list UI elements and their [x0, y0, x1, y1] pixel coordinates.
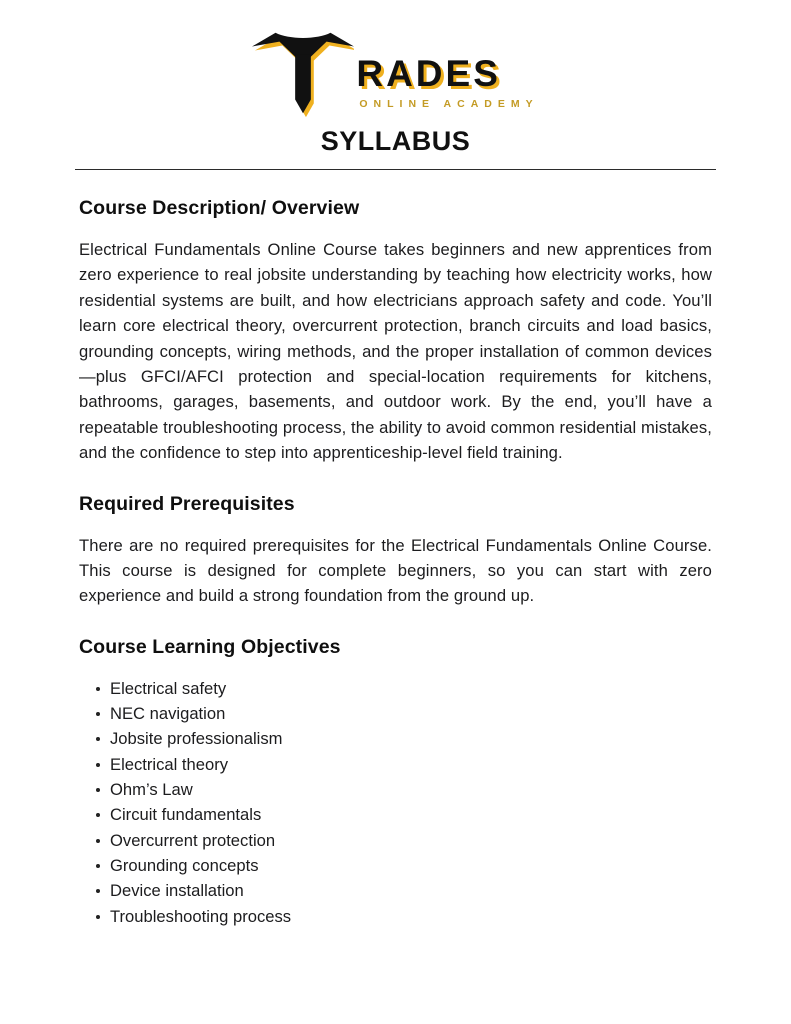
bullet-icon [96, 813, 100, 817]
section-required-prerequisites [79, 493, 712, 609]
objective-label: Electrical theory [110, 754, 229, 774]
objective-list-item [79, 676, 712, 701]
objective-list-item [79, 726, 712, 751]
section-heading-learning-objectives: Course Learning Objectives [79, 635, 341, 658]
logo-lockup [252, 28, 538, 120]
objective-label: Ohm’s Law [110, 780, 193, 800]
objective-label: Circuit fundamentals [110, 805, 262, 825]
objectives-list [79, 676, 712, 929]
bullet-icon [96, 889, 100, 893]
title-divider [75, 169, 716, 170]
bullet-icon [96, 864, 100, 868]
objective-list-item [79, 904, 712, 929]
objective-label: Grounding concepts [110, 855, 259, 875]
objective-list-item [79, 802, 712, 827]
logo-tagline: ONLINE ACADEMY [359, 98, 539, 110]
objective-label: Jobsite professionalism [110, 729, 283, 749]
section-heading-course-description: Course Description/ Overview [79, 197, 360, 219]
objective-list-item [79, 777, 712, 802]
required-prerequisites-text: There are no required prerequisites for the Electrical Fundamentals Online Course. This course is designed for complete beginners, so you can start with zero experience and build a strong foundation from the ground up. [79, 535, 712, 606]
page-title: SYLLABUS [320, 126, 471, 156]
logo [79, 28, 712, 120]
bullet-icon [96, 737, 100, 741]
objective-label: Device installation [110, 881, 244, 901]
objective-list-item [79, 878, 712, 903]
bullet-icon [96, 763, 100, 767]
section-course-description [79, 197, 712, 466]
objective-label: Electrical safety [110, 678, 227, 698]
bullet-icon [96, 788, 100, 792]
trades-t-emblem-icon [252, 28, 354, 120]
section-heading-required-prerequisites: Required Prerequisites [79, 492, 295, 515]
objective-list-item [79, 853, 712, 878]
section-learning-objectives [79, 636, 712, 929]
bullet-icon [96, 915, 100, 919]
objective-list-item [79, 752, 712, 777]
objective-label: NEC navigation [110, 704, 226, 724]
objective-list-item [79, 701, 712, 726]
logo-wordmark: RADES [356, 53, 501, 94]
bullet-icon [96, 687, 100, 691]
bullet-icon [96, 839, 100, 843]
bullet-icon [96, 712, 100, 716]
logo-text [356, 28, 538, 110]
objective-list-item [79, 828, 712, 853]
course-description-text: Electrical Fundamentals Online Course takes beginners and new apprentices from zero experience to real jobsite understanding by teaching how electricity works, how residential systems are built, and how electricians approach safety and code. You’ll learn core electrical theory, overcurrent protection, branch circuits and load basics, grounding concepts, wiring methods, and the proper installation of common devices—plus GFCI/AFCI protection and special-location requirements for kitchens, bathrooms, garages, basements, and outdoor work. By the end, you’ll have a repeatable troubleshooting process, the ability to avoid common residential mistakes, and the confidence to step into apprenticeship-level field training. [79, 240, 712, 463]
objective-label: Overcurrent protection [110, 830, 276, 850]
objective-label: Troubleshooting process [110, 906, 292, 926]
